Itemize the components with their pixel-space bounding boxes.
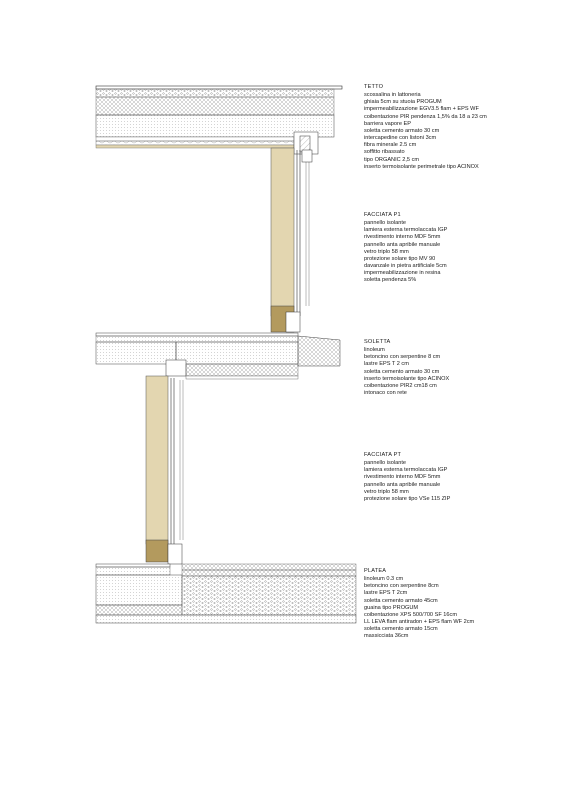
legend-line: guaina tipo PROGUM	[364, 604, 419, 611]
intermediate-slab	[96, 333, 340, 379]
legend-line: scossalina in lattoneria	[364, 92, 421, 99]
legend-line: ghiaia 5cm su stuoia PROGUM	[364, 99, 442, 106]
legend-line: linoleum	[364, 347, 385, 354]
slab-concrete	[96, 342, 176, 364]
legend-line: protezione solare tipo MV 90	[364, 255, 436, 262]
legend-line: barriera vapore EP	[364, 120, 411, 127]
legend-line: betoncino con serpentine 8 cm	[364, 354, 441, 361]
legend-line: rivestimento interno MDF 5mm	[364, 234, 441, 241]
legend-line: soletta cemento armato 45cm	[364, 597, 438, 604]
legend-line: soletta pendenza 5%	[364, 277, 417, 284]
slab-concrete-edge	[176, 342, 298, 364]
legend-line: coibentazione PIR2 cm18 cm	[364, 382, 437, 389]
platea-concrete	[96, 575, 182, 605]
legend-line: impermeabilizzazione in resina	[364, 270, 441, 277]
legend-soletta	[364, 339, 560, 397]
legend-platea	[364, 568, 560, 641]
legend-line: soletta cemento armato 30 cm	[364, 127, 440, 134]
base-slab	[96, 564, 356, 623]
roof-ceiling-cavity	[96, 137, 294, 141]
legend-line: soletta cemento armato 15cm	[364, 626, 438, 633]
legend-line: massicciata 36cm	[364, 633, 409, 640]
legend-line: pannello isolante	[364, 220, 406, 227]
platea-lean-concrete	[96, 615, 356, 623]
legend-line: vetro triplo 58 mm	[364, 488, 409, 495]
facade-p1	[271, 148, 312, 332]
legend-line: pannello isolante	[364, 460, 406, 467]
legend-heading: FACCIATA PT	[364, 452, 402, 458]
slab-screed	[96, 336, 298, 342]
legend-heading: TETTO	[364, 84, 384, 90]
slab-plaster	[186, 376, 298, 379]
roof-flashing	[96, 86, 342, 89]
legend-line: davanzale in pietra artificiale 5cm	[364, 263, 447, 270]
roof-mineral-fibre	[96, 141, 294, 145]
legend-heading: PLATEA	[364, 568, 387, 574]
legend-line: LL LEVA flam antiradon + EPS flam WF 2cm	[364, 619, 475, 626]
roof-insulation-layer	[96, 97, 334, 115]
facade-p1-insulated-panel	[271, 148, 294, 316]
legend-line: betoncino con serpentine 8cm	[364, 583, 439, 590]
platea-outer-ground	[182, 576, 356, 615]
legend-line: inserto termoisolante tipo ACINOX	[364, 375, 450, 382]
slab-thermal-insert	[166, 360, 186, 376]
legend-line: lamiera esterna termolaccata IGP	[364, 467, 448, 474]
facade-pt	[146, 376, 183, 564]
legend-heading: SOLETTA	[364, 339, 391, 345]
legend-line: coibentazione XPS 500/700 SF 16cm	[364, 611, 457, 618]
platea-floor-finish	[96, 564, 170, 567]
legend-heading: FACCIATA P1	[364, 212, 401, 218]
legend-line: lamiera esterna termolaccata IGP	[364, 227, 448, 234]
legend-line: impermeabilizzazione EGV3.5 flam + EPS WF	[364, 106, 479, 113]
legend-line: coibentazione PIR pendenza 1,5% da 18 a 23 cm	[364, 113, 487, 120]
legend-line: linoleum 0.3 cm	[364, 576, 404, 583]
slab-insulation	[186, 364, 298, 376]
legend-line: vetro triplo 58 mm	[364, 248, 409, 255]
platea-xps-insulation	[96, 605, 182, 615]
slab-floor-finish	[96, 333, 298, 336]
roof-section	[96, 86, 342, 154]
legend-line: lastre EPS T 2cm	[364, 590, 408, 597]
roof-edge-detail	[300, 136, 310, 152]
facade-pt-threshold	[168, 544, 182, 564]
facade-p1-shading-box	[302, 150, 312, 162]
legend-line: pannello anta apribile manuale	[364, 481, 441, 488]
legend-facciata-p1	[364, 212, 560, 285]
legend-line: tipo ORGANIC 2,5 cm	[364, 156, 420, 163]
facade-p1-sill	[286, 312, 300, 332]
legend-line: rivestimento interno MDF 5mm	[364, 474, 441, 481]
legend-line: fibra minerale 2.5 cm	[364, 142, 417, 149]
legend-tetto	[364, 84, 560, 171]
legend-line: lastre EPS T 2 cm	[364, 361, 409, 368]
facade-pt-insulated-panel	[146, 376, 168, 544]
legend-line: protezione solare tipo VSe 115 ZIP	[364, 495, 451, 502]
legend-line: soletta cemento armato 30 cm	[364, 368, 440, 375]
legend-line: intonaco con rete	[364, 390, 407, 397]
legend-facciata-pt	[364, 452, 560, 503]
legend-line: soffitto ribassato	[364, 149, 405, 156]
roof-gravel-layer	[96, 89, 334, 97]
platea-screed	[96, 567, 170, 575]
roof-suspended-ceiling	[96, 145, 294, 148]
legend-line: pannello anta apribile manuale	[364, 241, 441, 248]
facade-pt-base-block	[146, 540, 168, 562]
slab-outer-edge	[298, 336, 340, 366]
legend-line: inserto termoisolante perimetrale tipo ACINOX	[364, 163, 479, 170]
legend-line: intercapedine con listoni 3cm	[364, 135, 437, 142]
